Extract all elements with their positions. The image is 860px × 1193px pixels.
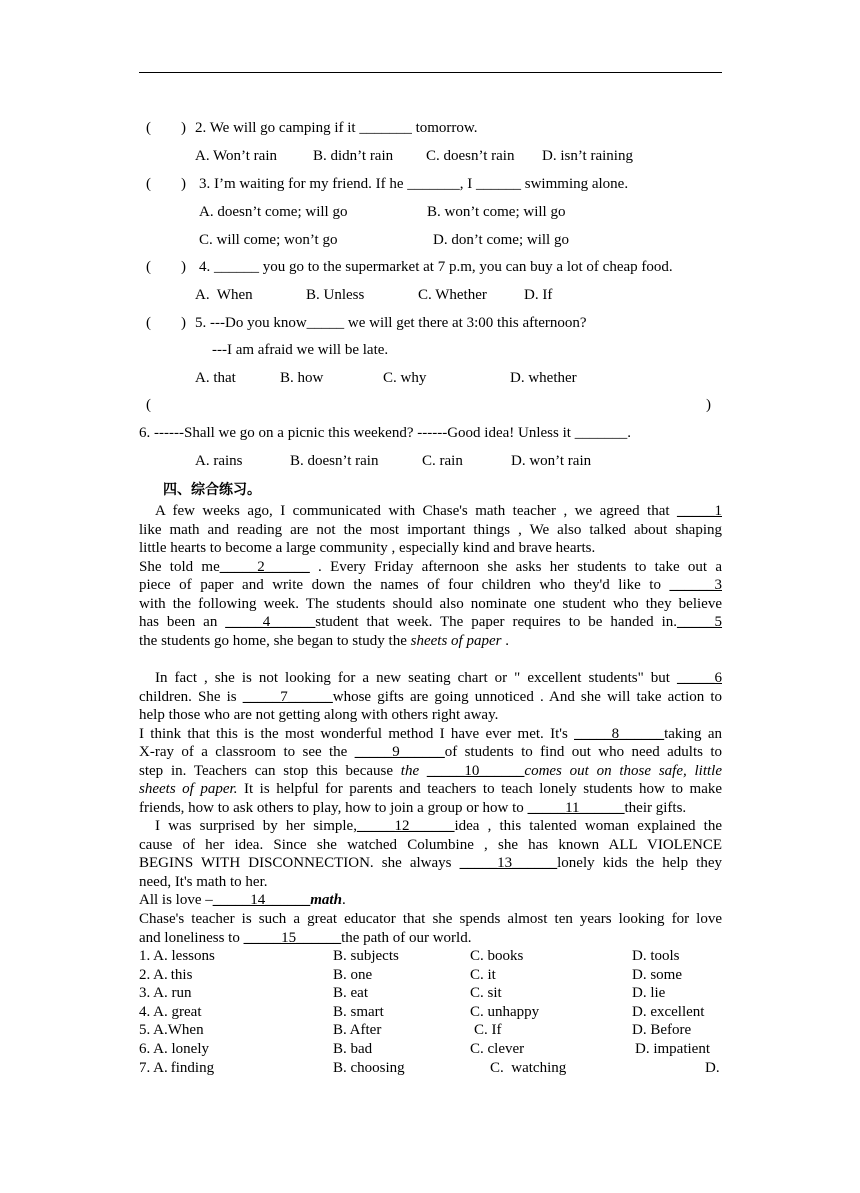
option-6-b: B. bad xyxy=(333,1041,373,1057)
passage-line: X-ray of a classroom to see the _____9______of students to find out who need adults to xyxy=(139,744,722,760)
passage-line: piece of paper and write down the names of four children who they'd like to ______3 xyxy=(139,577,722,593)
blank-1: _____1 xyxy=(677,503,722,519)
q4-option-b: B. Unless xyxy=(306,287,365,303)
blank-8: _____8______ xyxy=(574,726,665,742)
answer-paren-open: ( xyxy=(146,397,151,413)
option-1-a: 1. A. lessons xyxy=(139,948,215,964)
q3-option-d: D. don’t come; will go xyxy=(433,232,569,248)
question-3-stem: 3. I’m waiting for my friend. If he _______, I ______ swimming alone. xyxy=(199,176,629,192)
option-1-d: D. tools xyxy=(632,948,680,964)
option-2-b: B. one xyxy=(333,967,373,983)
header-rule xyxy=(139,72,722,73)
option-6-c: C. clever xyxy=(470,1041,525,1057)
blank-4: _____4______ xyxy=(225,614,316,630)
blank-11: _____11______ xyxy=(527,800,625,816)
answer-paren: ( ) xyxy=(146,176,186,192)
option-5-c: C. If xyxy=(474,1022,502,1038)
blank-5: _____5 xyxy=(677,614,723,630)
passage-line: All is love –_____14______math. xyxy=(139,892,346,908)
passage-line: friends, how to ask others to play, how to join a group or how to _____11______their gifts. xyxy=(139,800,687,816)
question-2-stem: 2. We will go camping if it _______ tomorrow. xyxy=(195,120,478,136)
passage-line: the students go home, she began to study the sheets of paper . xyxy=(139,633,509,649)
passage-line: She told me_____2______ . Every Friday afternoon she asks her students to take out a xyxy=(139,559,722,575)
blank-13: _____13______ xyxy=(459,855,558,871)
passage-line: I think that this is the most wonderful method I have ever met. It's _____8______taking an xyxy=(139,726,722,742)
option-1-c: C. books xyxy=(470,948,524,964)
option-6-d: D. impatient xyxy=(635,1041,710,1057)
passage-line: children. She is _____7______whose gifts are going unnoticed . And she will take action to xyxy=(139,689,723,705)
q3-option-c: C. will come; won’t go xyxy=(199,232,338,248)
answer-paren: ( ) xyxy=(146,120,186,136)
q2-option-b: B. didn’t rain xyxy=(313,148,394,164)
q4-option-c: C. Whether xyxy=(418,287,487,303)
option-3-b: B. eat xyxy=(333,985,368,1001)
passage-line: with the following week. The students should also nominate one student who they believe xyxy=(139,596,722,612)
question-5-reply: ---I am afraid we will be late. xyxy=(212,342,389,358)
q5-option-c: C. why xyxy=(383,370,427,386)
option-4-c: C. unhappy xyxy=(470,1004,540,1020)
passage-line: step in. Teachers can stop this because the _____10______comes out on those safe, little xyxy=(139,763,723,779)
option-4-b: B. smart xyxy=(333,1004,384,1020)
q3-option-b: B. won’t come; will go xyxy=(427,204,566,220)
option-7-c: C. watching xyxy=(490,1060,567,1076)
option-5-d: D. Before xyxy=(632,1022,692,1038)
option-4-d: D. excellent xyxy=(632,1004,705,1020)
blank-3: ______3 xyxy=(669,577,722,593)
section-heading: 四、综合练习。 xyxy=(163,482,261,498)
blank-15: _____15______ xyxy=(243,930,342,946)
answer-paren: ( ) xyxy=(146,315,186,331)
question-6-stem: 6. ------Shall we go on a picnic this weekend? ------Good idea! Unless it _______. xyxy=(139,425,631,441)
option-6-a: 6. A. lonely xyxy=(139,1041,209,1057)
q6-option-a: A. rains xyxy=(195,453,243,469)
option-7-b: B. choosing xyxy=(333,1060,405,1076)
passage-line: A few weeks ago, I communicated with Chase's math teacher , we agreed that _____1 xyxy=(155,503,722,519)
q6-option-d: D. won’t rain xyxy=(511,453,592,469)
passage-line: need, It's math to her. xyxy=(139,874,268,890)
option-3-d: D. lie xyxy=(632,985,666,1001)
q6-option-c: C. rain xyxy=(422,453,463,469)
option-2-d: D. some xyxy=(632,967,682,983)
blank-12: _____12______ xyxy=(356,818,455,834)
blank-2: _____2______ xyxy=(219,559,310,575)
passage-line: like math and reading are not the most important things , We also talked about shaping xyxy=(139,522,722,538)
option-1-b: B. subjects xyxy=(333,948,399,964)
passage-line: help those who are not getting along with others right away. xyxy=(139,707,499,723)
option-4-a: 4. A. great xyxy=(139,1004,202,1020)
q4-option-a: A. When xyxy=(195,287,253,303)
q3-option-a: A. doesn’t come; will go xyxy=(199,204,348,220)
option-7-a: 7. A. finding xyxy=(139,1060,215,1076)
q4-option-d: D. If xyxy=(524,287,553,303)
q5-option-a: A. that xyxy=(195,370,236,386)
passage-line: I was surprised by her simple,_____12______idea , this talented woman explained the xyxy=(155,818,723,834)
q2-option-c: C. doesn’t rain xyxy=(426,148,515,164)
passage-line: BEGINS WITH DISCONNECTION. she always _____13______lonely kids the help they xyxy=(139,855,723,871)
passage-line: little hearts to become a large community , especially kind and brave hearts. xyxy=(139,540,596,556)
q6-option-b: B. doesn’t rain xyxy=(290,453,379,469)
passage-line: cause of her idea. Since she watched Columbine , she has known ALL VIOLENCE xyxy=(139,837,722,853)
q5-option-b: B. how xyxy=(280,370,324,386)
passage-line: In fact , she is not looking for a new seating chart or " excellent students" but _____6 xyxy=(155,670,722,686)
q2-option-a: A. Won’t rain xyxy=(195,148,277,164)
passage-line: and loneliness to _____15______the path of our world. xyxy=(139,930,472,946)
answer-paren: ( ) xyxy=(146,259,186,275)
q5-option-d: D. whether xyxy=(510,370,577,386)
option-5-b: B. After xyxy=(333,1022,382,1038)
question-4-stem: 4. ______ you go to the supermarket at 7 p.m, you can buy a lot of cheap food. xyxy=(199,259,673,275)
passage-line: Chase's teacher is such a great educator that she spends almost ten years looking for love xyxy=(139,911,722,927)
option-2-c: C. it xyxy=(470,967,496,983)
option-7-d: D. xyxy=(705,1060,720,1076)
blank-7: _____7______ xyxy=(242,689,333,705)
option-3-a: 3. A. run xyxy=(139,985,192,1001)
q2-option-d: D. isn’t raining xyxy=(542,148,633,164)
question-5-stem: 5. ---Do you know_____ we will get there at 3:00 this afternoon? xyxy=(195,315,587,331)
blank-6: _____6 xyxy=(677,670,722,686)
option-2-a: 2. A. this xyxy=(139,967,193,983)
option-3-c: C. sit xyxy=(470,985,502,1001)
blank-10: _____10______ xyxy=(426,763,525,779)
blank-14: _____14______ xyxy=(212,892,311,908)
blank-9: _____9______ xyxy=(354,744,445,760)
passage-line: has been an _____4______student that week. The paper requires to be handed in._____5 xyxy=(139,614,723,630)
option-5-a: 5. A.When xyxy=(139,1022,204,1038)
passage-line: sheets of paper. It is helpful for parents and teachers to teach lonely students how to make xyxy=(139,781,723,797)
answer-paren-close: ) xyxy=(706,397,711,413)
